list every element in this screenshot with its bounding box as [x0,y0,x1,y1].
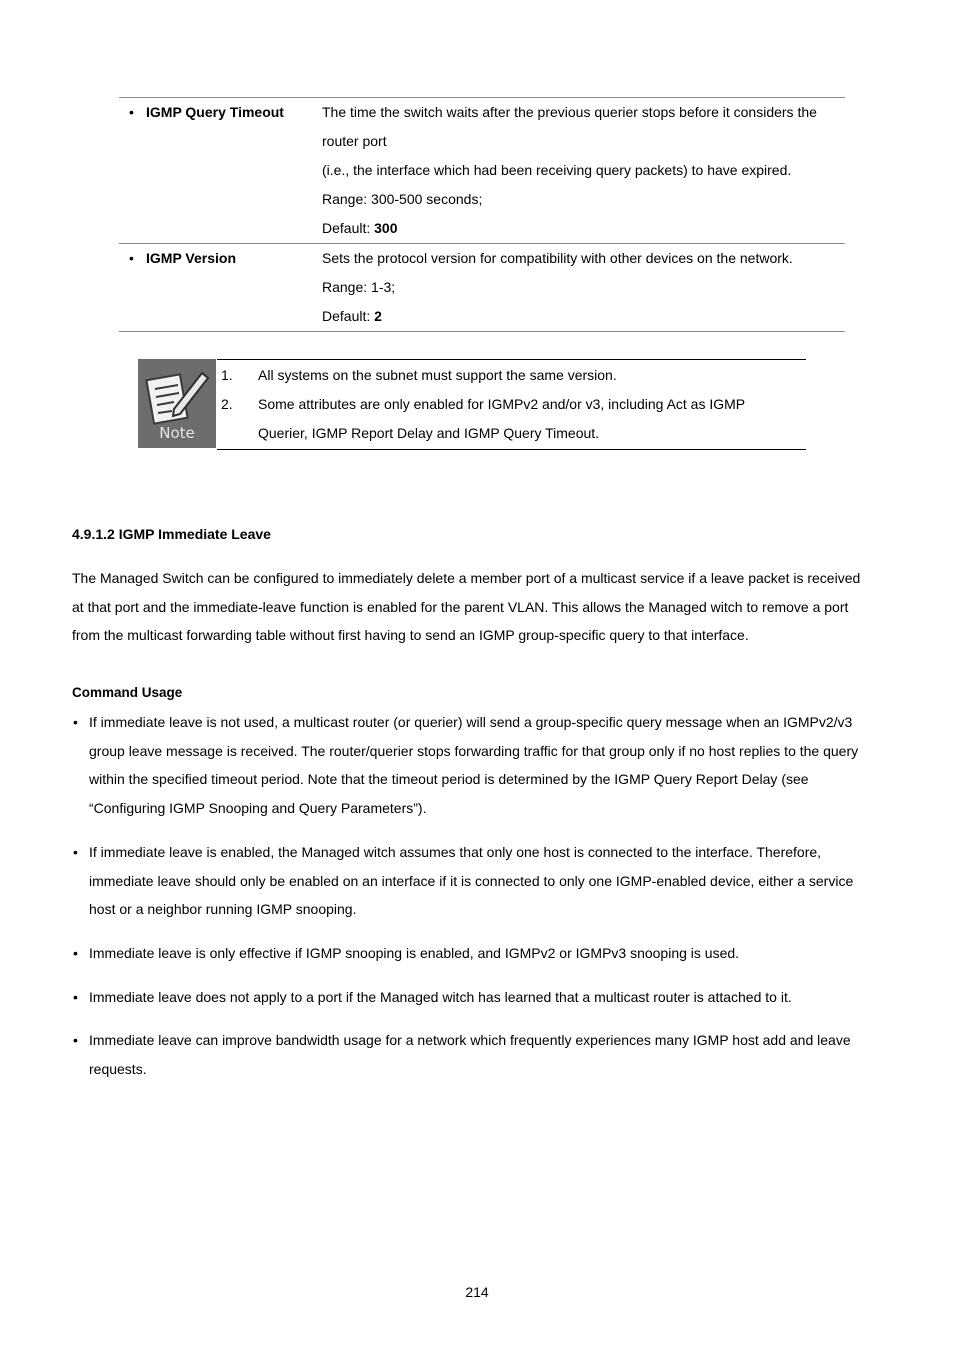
parameter-name: • IGMP Version [129,244,236,273]
bullet-icon: • [129,250,134,266]
usage-line: If immediate leave is enabled, the Managed witch assumes that only one host is connected to the interface. Therefore, [89,843,822,860]
note-item [217,390,806,448]
paragraph-line: The Managed Switch can be configured to immediately delete a member port of a multicast service if a leave packet is received [72,570,861,586]
paragraph-line: at that port and the immediate-leave function is enabled for the parent VLAN. This allows the Managed witch to remove a port [72,598,849,615]
usage-line: requests. [89,1061,147,1078]
note-item [217,361,806,390]
paragraph-line: from the multicast forwarding table without first having to send an IGMP group-specific query to that interface. [72,627,749,643]
intro-paragraph [72,564,887,650]
description-line: router port [322,133,387,149]
usage-list-item [72,708,887,823]
note-item-line: Querier, IGMP Report Delay and IGMP Query Timeout. [258,425,600,441]
description-line: The time the switch waits after the previous querier stops before it considers the [322,104,817,120]
description-line: Range: 300-500 seconds; [322,191,483,207]
default-value: 300 [374,220,398,236]
usage-list-item [72,1026,887,1083]
default-value: 2 [374,308,382,324]
section-title: 4.9.1.2 IGMP Immediate Leave [72,526,271,542]
bullet-icon: • [73,988,78,1005]
bullet-icon: • [73,944,78,961]
note-item-line: Some attributes are only enabled for IGMPv2 and/or v3, including Act as IGMP [258,396,746,412]
parameter-description [322,244,845,331]
default-line: Default: 300 [322,220,398,236]
usage-line: Immediate leave does not apply to a port if the Managed witch has learned that a multicast router is attached to it. [89,988,792,1005]
note-icon [138,359,216,448]
usage-line: within the specified timeout period. Note that the timeout period is determined by the IGMP Query Report Delay (see [89,771,809,788]
note-item-number: 2. [221,396,233,412]
bullet-icon: • [73,714,78,730]
usage-line: host or a neighbor running IGMP snooping. [89,901,357,918]
usage-line: Immediate leave can improve bandwidth usage for a network which frequently experiences many IGMP host add and leave [89,1032,851,1049]
page-number: 214 [465,1284,489,1300]
usage-line: group leave message is received. The router/querier stops forwarding traffic for that group only if no host replies to the query [89,742,859,759]
bullet-icon: • [73,1032,78,1049]
description-line: Sets the protocol version for compatibility with other devices on the network. [322,250,793,266]
usage-line: Immediate leave is only effective if IGMP snooping is enabled, and IGMPv2 or IGMPv3 snooping is used. [89,944,740,961]
parameter-row-query-timeout [119,98,845,243]
bullet-icon: • [129,104,134,120]
usage-list-item [72,983,887,1012]
command-usage-list [72,708,887,1099]
note-list [217,359,806,450]
bullet-icon: • [73,843,78,860]
usage-list-item [72,838,887,924]
note-item-line: All systems on the subnet must support the same version. [258,367,617,383]
description-line: (i.e., the interface which had been receiving query packets) to have expired. [322,162,792,178]
usage-line: “Configuring IGMP Snooping and Query Parameters”). [89,800,427,817]
command-usage-heading: Command Usage [72,685,183,700]
parameter-description [322,98,845,243]
note-icon-label: Note [159,424,195,442]
parameter-table [119,97,845,332]
parameter-name: • IGMP Query Timeout [129,98,284,127]
usage-line: If immediate leave is not used, a multicast router (or querier) will send a group-specific query message when an IGMPv2/v3 [89,714,853,730]
parameter-row-version [119,243,845,331]
note-item-number: 1. [221,367,233,383]
usage-list-item [72,939,887,968]
default-line: Default: 2 [322,308,382,324]
usage-line: immediate leave should only be enabled on an interface if it is connected to only one IGMP-enabled device, either a service [89,872,854,889]
description-line: Range: 1-3; [322,279,396,295]
